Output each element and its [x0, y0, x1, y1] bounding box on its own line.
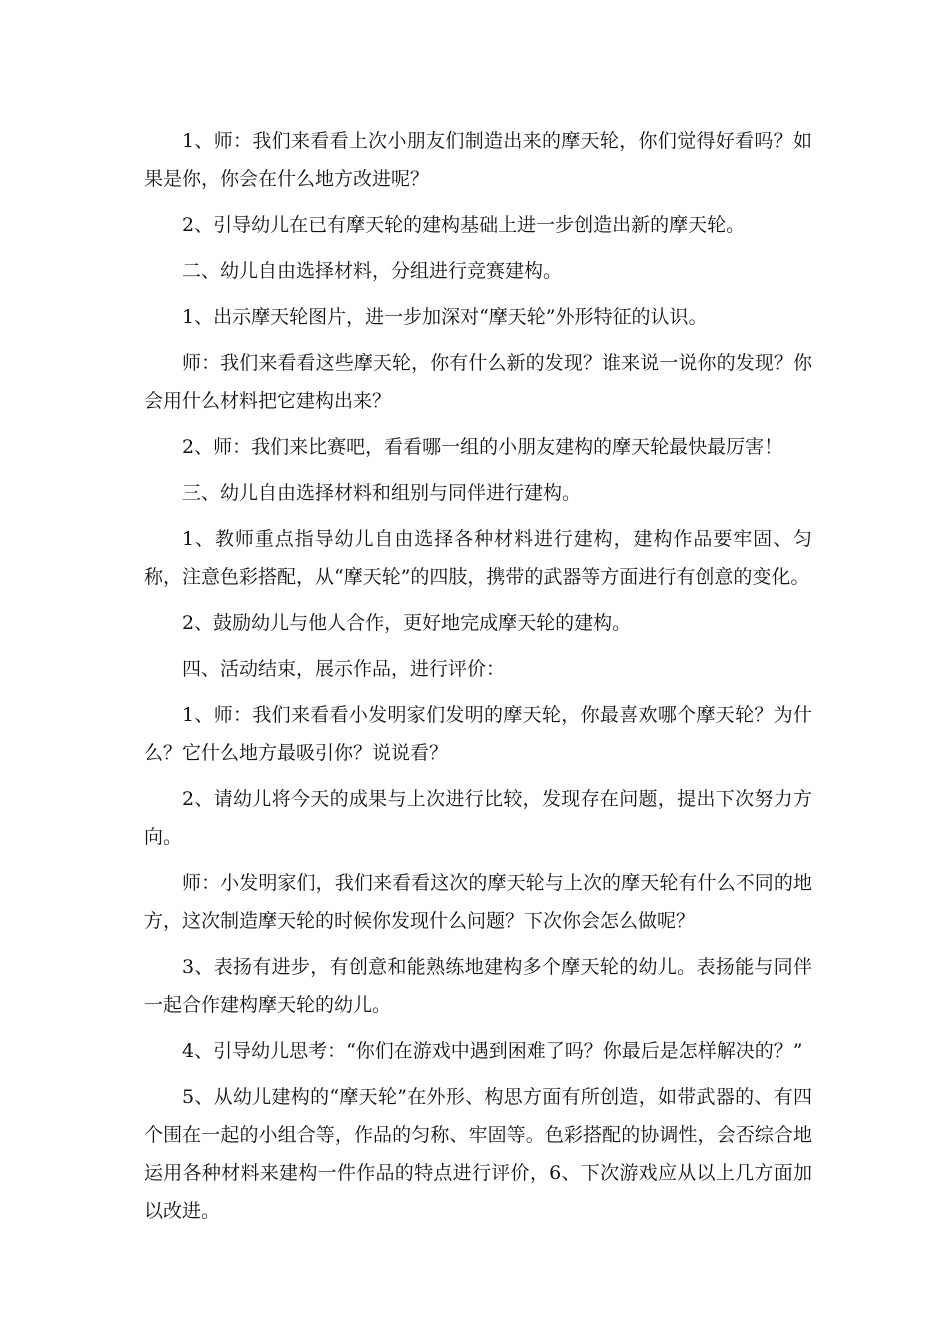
paragraph: 师：我们来看看这些摩天轮，你有什么新的发现？谁来说一说你的发现？你会用什么材料把它建构出来？ — [144, 352, 812, 412]
paragraph: 5、从幼儿建构的“摩天轮”在外形、构思方面有所创造，如带武器的、有四个围在一起的小组合等，作品的匀称、牢固等。色彩搭配的协调性，会否综合地运用各种材料来建构一件作品的特点进行评价，6、下次游戏应从以上几方面加以改进。 — [144, 1086, 812, 1222]
paragraph: 2、请幼儿将今天的成果与上次进行比较，发现存在问题，提出下次努力方向。 — [144, 788, 812, 848]
paragraph: 1、教师重点指导幼儿自由选择各种材料进行建构，建构作品要牢固、匀称，注意色彩搭配，从“摩天轮”的四肢，携带的武器等方面进行有创意的变化。 — [144, 528, 812, 588]
paragraph: 三、幼儿自由选择材料和组别与同伴进行建构。 — [182, 482, 582, 504]
paragraph: 四、活动结束，展示作品，进行评价： — [182, 658, 506, 680]
paragraph: 2、师：我们来比赛吧，看看哪一组的小朋友建构的摩天轮最快最厉害！ — [182, 436, 784, 458]
paragraph: 1、师：我们来看看小发明家们发明的摩天轮，你最喜欢哪个摩天轮？为什么？它什么地方最吸引你？说说看？ — [144, 704, 812, 764]
paragraph: 2、引导幼儿在已有摩天轮的建构基础上进一步创造出新的摩天轮。 — [182, 214, 746, 236]
paragraph: 2、鼓励幼儿与他人合作，更好地完成摩天轮的建构。 — [182, 612, 632, 634]
document-body — [144, 122, 812, 1238]
paragraph: 1、出示摩天轮图片，进一步加深对“摩天轮”外形特征的认识。 — [182, 306, 708, 328]
paragraph: 1、师：我们来看看上次小朋友们制造出来的摩天轮，你们觉得好看吗？如果是你，你会在什么地方改进呢？ — [144, 130, 812, 190]
paragraph: 4、引导幼儿思考：“你们在游戏中遇到困难了吗？你最后是怎样解决的？” — [182, 1040, 803, 1062]
paragraph: 3、表扬有进步，有创意和能熟练地建构多个摩天轮的幼儿。表扬能与同伴一起合作建构摩天轮的幼儿。 — [144, 956, 812, 1016]
paragraph: 二、幼儿自由选择材料，分组进行竞赛建构。 — [182, 260, 563, 282]
paragraph: 师：小发明家们，我们来看看这次的摩天轮与上次的摩天轮有什么不同的地方，这次制造摩天轮的时候你发现什么问题？下次你会怎么做呢？ — [144, 872, 812, 932]
